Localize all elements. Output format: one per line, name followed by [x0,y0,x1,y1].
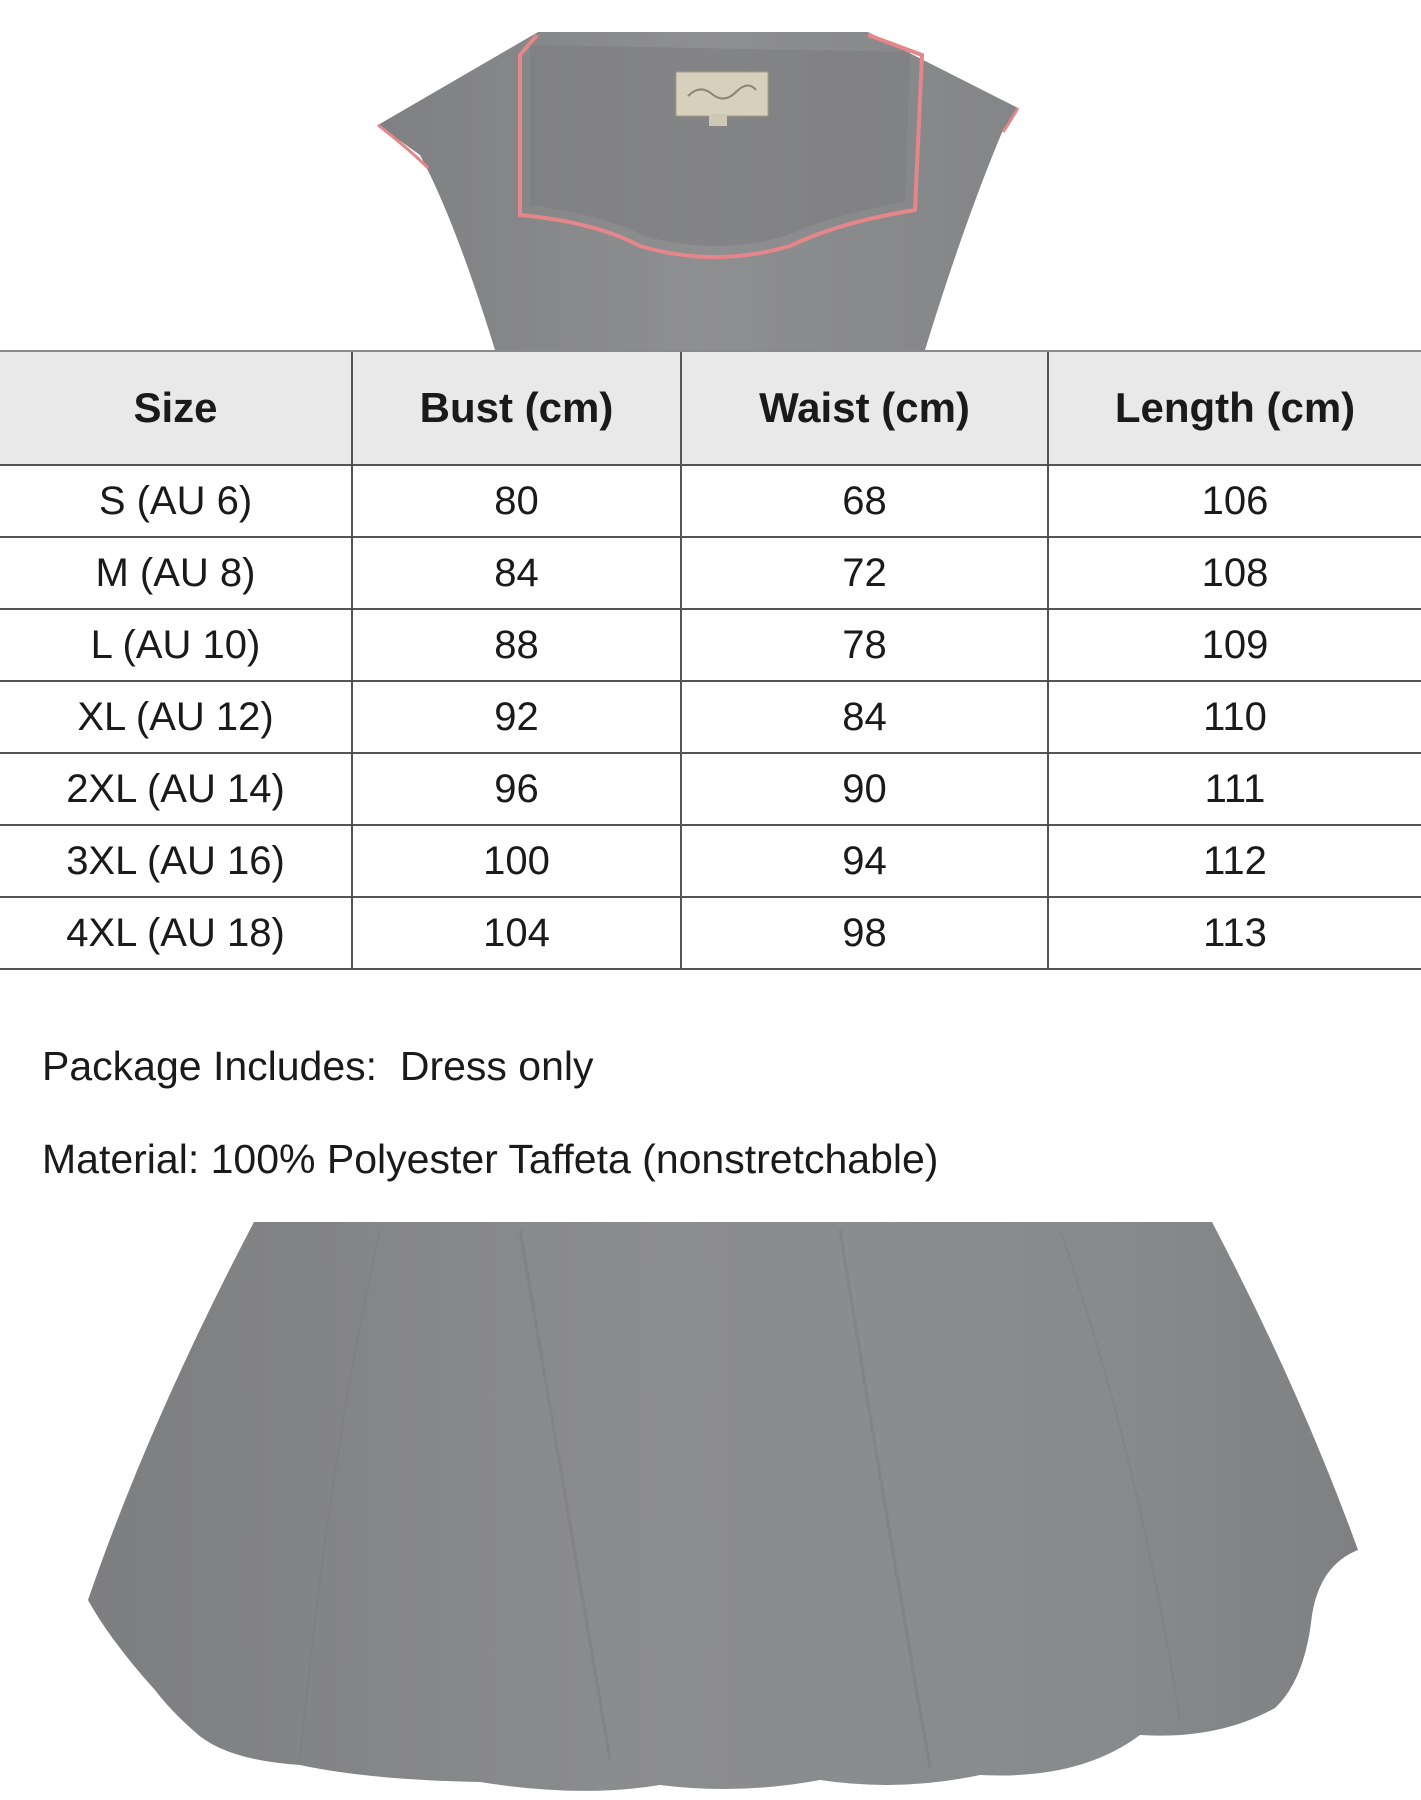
cell-length: 110 [1048,681,1421,753]
cell-bust: 92 [352,681,681,753]
cell-waist: 94 [681,825,1048,897]
cell-size: L (AU 10) [0,609,352,681]
table-header-row [0,351,1421,465]
table-row [0,537,1421,609]
material-line [42,1136,938,1183]
table-row [0,753,1421,825]
dress-skirt-image [0,1220,1421,1800]
cell-waist: 78 [681,609,1048,681]
cell-size: 3XL (AU 16) [0,825,352,897]
cell-length: 106 [1048,465,1421,537]
cell-bust: 80 [352,465,681,537]
table-row [0,825,1421,897]
header-size: Size [0,351,352,465]
package-includes-line [42,1043,594,1090]
material-value: 100% Polyester Taffeta (nonstretchable) [210,1136,939,1182]
cell-waist: 68 [681,465,1048,537]
cell-bust: 88 [352,609,681,681]
table-row [0,897,1421,969]
table-row [0,609,1421,681]
header-length: Length (cm) [1048,351,1421,465]
cell-size: XL (AU 12) [0,681,352,753]
cell-bust: 84 [352,537,681,609]
header-waist: Waist (cm) [681,351,1048,465]
cell-length: 111 [1048,753,1421,825]
cell-bust: 104 [352,897,681,969]
cell-waist: 90 [681,753,1048,825]
header-bust: Bust (cm) [352,351,681,465]
table-row [0,681,1421,753]
cell-size: S (AU 6) [0,465,352,537]
cell-length: 108 [1048,537,1421,609]
cell-bust: 100 [352,825,681,897]
package-value: Dress only [399,1043,594,1089]
cell-size: M (AU 8) [0,537,352,609]
cell-length: 109 [1048,609,1421,681]
cell-bust: 96 [352,753,681,825]
table-row [0,465,1421,537]
dress-skirt-shape [88,1222,1358,1791]
cell-size: 4XL (AU 18) [0,897,352,969]
material-label: Material: [42,1136,200,1182]
dress-bodice-image [0,0,1421,350]
cell-length: 113 [1048,897,1421,969]
cell-length: 112 [1048,825,1421,897]
cell-size: 2XL (AU 14) [0,753,352,825]
package-label: Package Includes: [42,1043,378,1089]
cell-waist: 72 [681,537,1048,609]
cell-waist: 98 [681,897,1048,969]
cell-waist: 84 [681,681,1048,753]
size-chart-table [0,350,1421,970]
